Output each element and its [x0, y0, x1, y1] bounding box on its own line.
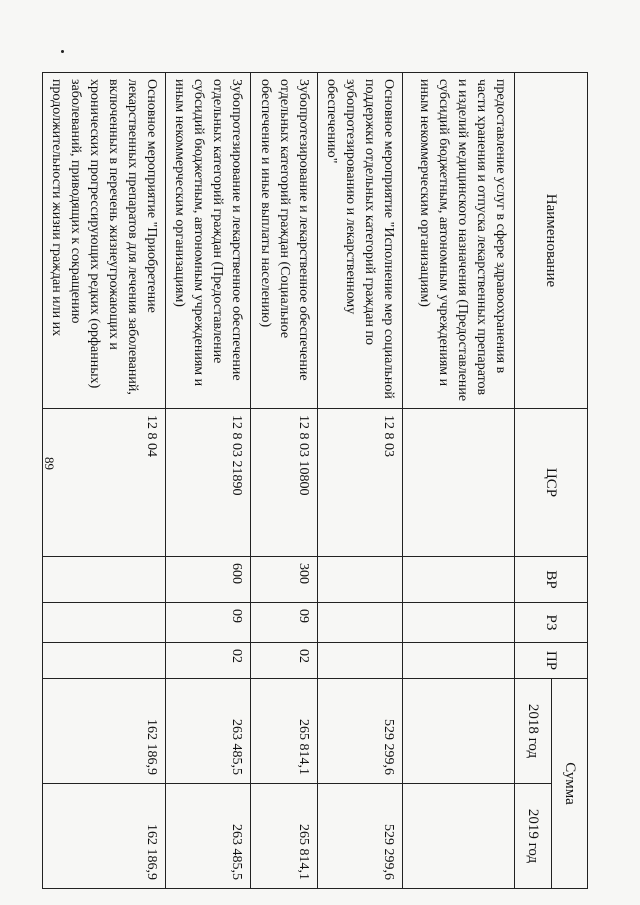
header-sum: Сумма: [552, 679, 588, 889]
row-csr: 12 8 03 21890: [166, 409, 251, 557]
row-vr: [318, 557, 403, 603]
row-sum-2018: [403, 679, 515, 784]
row-name: Основное мероприятие "Приобретение лекарственных препаратов для лечения заболеваний, включенных в перечень жизнеугрожающих и хронических прогрессирующих редких (орфанных) заболеваний, приводящих к сокращению продолжительности жизни граждан или их: [43, 73, 166, 409]
budget-table-sheet: [49, 72, 588, 888]
row-csr: [403, 409, 515, 557]
header-rz: РЗ: [515, 603, 588, 643]
row-pr: [43, 643, 166, 679]
row-sum-2019: 265 814,1: [251, 784, 318, 889]
row-rz: 09: [166, 603, 251, 643]
table-row: [403, 73, 515, 889]
row-sum-2018: 265 814,1: [251, 679, 318, 784]
header-year-2019: 2019 год: [515, 784, 552, 889]
row-name: Зубопротезирование и лекарственное обеспечение отдельных категорий граждан (Предоставление субсидий бюджетным, автономным учреждениям и иным некоммерческим организациям): [166, 73, 251, 409]
header-name: Наименование: [515, 73, 588, 409]
table-row: [318, 73, 403, 889]
row-pr: 02: [251, 643, 318, 679]
row-sum-2019: [403, 784, 515, 889]
row-vr: 300: [251, 557, 318, 603]
row-sum-2018: 529 299,6: [318, 679, 403, 784]
row-rz: [43, 603, 166, 643]
row-pr: 02: [166, 643, 251, 679]
row-sum-2019: 162 186,9: [43, 784, 166, 889]
row-vr: 600: [166, 557, 251, 603]
row-sum-2019: 529 299,6: [318, 784, 403, 889]
header-year-2018: 2018 год: [515, 679, 552, 784]
row-pr: [403, 643, 515, 679]
row-sum-2019: 263 485,5: [166, 784, 251, 889]
page-number: 89: [42, 457, 57, 470]
table-row: [43, 73, 166, 889]
row-vr: [43, 557, 166, 603]
table-row: [251, 73, 318, 889]
header-csr: ЦСР: [515, 409, 588, 557]
row-csr: 12 8 04: [43, 409, 166, 557]
row-csr: 12 8 03: [318, 409, 403, 557]
row-sum-2018: 162 186,9: [43, 679, 166, 784]
row-name: предоставление услуг в сфере здравоохранения в части хранения и отпуска лекарственных препаратов и изделий медицинского назначения (Предоставление субсидий бюджетным, автономным учреждениям и иным некоммерческим организациям): [403, 73, 515, 409]
table-row: [166, 73, 251, 889]
row-csr: 12 8 03 10800: [251, 409, 318, 557]
row-rz: [318, 603, 403, 643]
ink-speck: [61, 50, 64, 53]
row-pr: [318, 643, 403, 679]
row-name: Зубопротезирование и лекарственное обеспечение отдельных категорий граждан (Социальное обеспечение и иные выплаты населению): [251, 73, 318, 409]
header-pr: ПР: [515, 643, 588, 679]
row-name: Основное мероприятие "Исполнение мер социальной поддержки отдельных категорий граждан по зубопротезированию и лекарственному обеспечению": [318, 73, 403, 409]
row-rz: [403, 603, 515, 643]
budget-table: [42, 72, 588, 889]
row-rz: 09: [251, 603, 318, 643]
row-sum-2018: 263 485,5: [166, 679, 251, 784]
header-vr: ВР: [515, 557, 588, 603]
row-vr: [403, 557, 515, 603]
